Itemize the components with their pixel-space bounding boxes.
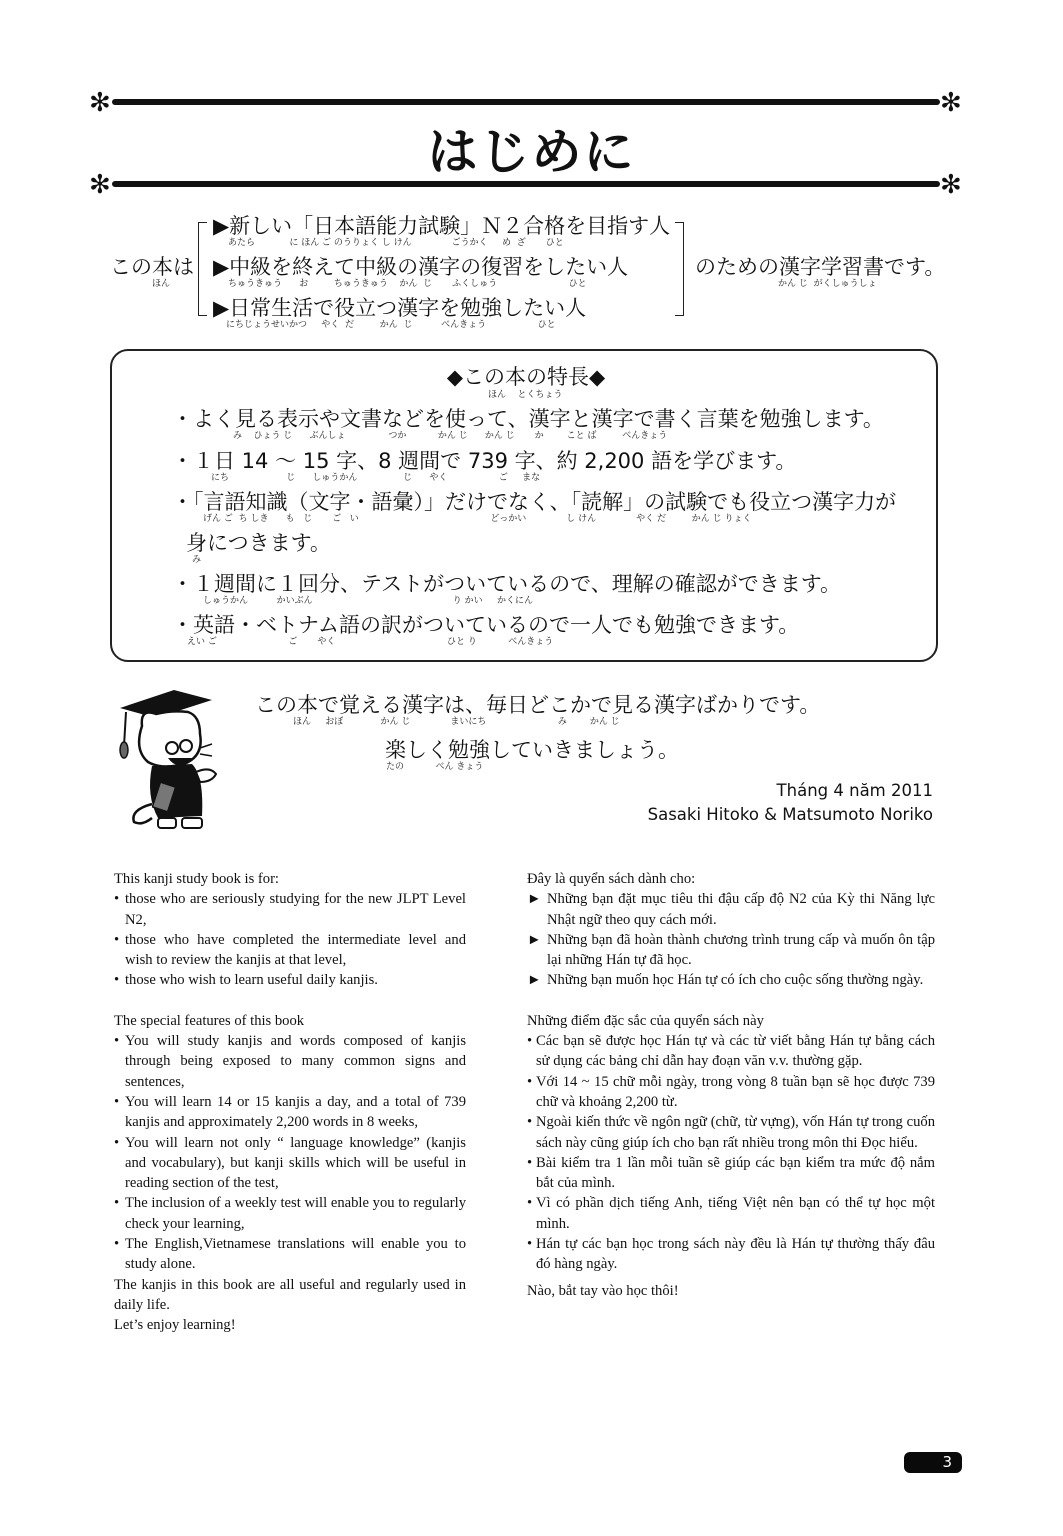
feature-item-5: ・英語・ベトナム語の訳がついているので一人でも勉強できます。 [172, 613, 800, 637]
vietnamese-feature-item: • Ngoài kiến thức về ngôn ngữ (chữ, từ vựng), vốn Hán tự trong cuốn sách này cũng giúp ích cho bạn rất nhiều trong môn thi Đọc hiểu. [527, 1114, 935, 1151]
vietnamese-feature-item: • Vì có phần dịch tiếng Anh, tiếng Việt nên bạn có thể tự học một mình. [527, 1195, 935, 1232]
bullet-icon: • [527, 1033, 533, 1050]
bullet-icon: • [527, 1195, 533, 1212]
triangle-arrow-icon: ► [527, 931, 542, 948]
features-title-ruby: ほん とくちょう [488, 390, 563, 400]
features-box [110, 349, 938, 662]
vietnamese-feature-item: • Các bạn sẽ được học Hán tự và các từ viết bằng Hán tự bằng cách sử dụng các bảng chỉ dẫn hay đoạn văn v.v. thường gặp. [527, 1033, 935, 1070]
english-closing-2: Let’s enjoy learning! [114, 1317, 236, 1334]
vietnamese-audience-item: ► Những bạn đặt mục tiêu thi đậu cấp độ N2 của Kỳ thi Năng lực Nhật ngữ theo quy cách mới. [527, 891, 935, 928]
english-audience-item: • those who are seriously studying for the new JLPT Level N2, [114, 891, 466, 928]
title-rule-top [112, 99, 940, 105]
bullet-icon: • [114, 891, 120, 908]
feature-item-5-ruby: えい ご ご やく ひと り べんきょう [187, 637, 554, 647]
closing-line-1: この本で覚える漢字は、毎日どこかで見る漢字ばかりです。 [255, 693, 821, 717]
vietnamese-audience-item: ► Những bạn đã hoàn thành chương trình trung cấp và muốn ôn tập lại những Hán tự đã học. [527, 931, 935, 969]
triangle-arrow-icon: ► [527, 972, 542, 989]
english-feature-item: • You will learn not only “ language knowledge” (kanjis and vocabulary), but kanji skills which will be useful in reading section of the test, [114, 1134, 466, 1192]
vietnamese-column [527, 869, 935, 1301]
intro-item-2: ▶中級を終えて中級の漢字の復習をしたい人 [213, 255, 629, 279]
left-bracket [198, 222, 207, 316]
feature-item-3-ruby: げん ご ち しき も じ ご い どっかい し けん やく だ かん じ りょく [203, 514, 752, 524]
title-rule-bottom [112, 181, 940, 187]
asterisk-ornament-icon: ✻ [89, 88, 111, 118]
closing-line-1-ruby: ほん おぼ かん じ まいにち み かん じ [293, 717, 620, 727]
date-line: Tháng 4 năm 2011 [776, 781, 933, 800]
intro-item-3-ruby: にちじょうせいかつ やく だ かん じ べんきょう ひと [226, 320, 556, 330]
feature-item-2: ・１日 14 ～ 15 字、8 週間で 739 字、約 2,200 語を学びます。 [172, 449, 797, 473]
english-feature-item: • You will study kanjis and words composed of kanjis through being exposed to many common signs and sentences, [114, 1033, 466, 1090]
bullet-icon: • [527, 1154, 533, 1171]
bullet-icon: • [114, 931, 120, 948]
intro-item-3: ▶日常生活で役立つ漢字を勉強したい人 [213, 296, 587, 320]
vietnamese-feature-item: • Bài kiểm tra 1 lần mỗi tuần sẽ giúp các bạn kiểm tra mức độ nắm bắt của mình. [527, 1154, 935, 1192]
bullet-icon: • [527, 1073, 533, 1090]
page-title: はじめに [427, 123, 636, 181]
english-audience-item: • those who have completed the intermediate level and wish to review the kanjis at that level, [114, 931, 466, 969]
english-column [114, 869, 466, 1336]
bullet-icon: • [527, 1114, 533, 1131]
feature-item-3-cont: 身につきます。 [186, 531, 331, 555]
english-feature-item: • You will learn 14 or 15 kanjis a day, and a total of 739 kanjis and approximately 2,200 words in 8 weeks, [114, 1093, 466, 1131]
intro-tail: のための漢字学習書です。 [695, 255, 946, 279]
vietnamese-audience-item: ► Những bạn muốn học Hán tự có ích cho cuộc sống thường ngày. [527, 970, 935, 990]
intro-lead-ruby: ほん [152, 279, 171, 289]
bullet-icon: • [114, 1134, 120, 1151]
asterisk-ornament-icon: ✻ [89, 170, 111, 200]
bullet-icon: • [527, 1236, 533, 1253]
intro-tail-ruby: かん じ がくしゅうしょ [778, 279, 877, 289]
vietnamese-feature-item: • Hán tự các bạn học trong sách này đều là Hán tự thường thấy đâu đó hàng ngày. [527, 1236, 935, 1273]
feature-item-1-ruby: み ひょう じ ぶんしょ つか かん じ かん じ か こと ば べんきょう [233, 431, 668, 441]
feature-item-2-ruby: にち じ しゅうかん じ やく ご まな [211, 473, 541, 483]
bullet-icon: • [114, 1236, 120, 1253]
bullet-icon: • [114, 1093, 120, 1110]
vietnamese-closing: Nào, bắt tay vào học thôi! [527, 1282, 679, 1299]
bullet-icon: • [114, 1033, 120, 1050]
page-number-badge: 3 [904, 1452, 962, 1473]
english-features-heading: The special features of this book [114, 1012, 305, 1029]
asterisk-ornament-icon: ✻ [940, 170, 962, 200]
intro-item-2-ruby: ちゅうきゅう お ちゅうきゅう かん じ ふくしゅう ひと [228, 279, 587, 289]
english-closing-1: The kanjis in this book are all useful and regularly used in daily life. [114, 1276, 466, 1313]
bullet-icon: • [114, 1195, 120, 1212]
graduate-cat-icon [112, 686, 222, 836]
vietnamese-feature-item: • Với 14 ~ 15 chữ mỗi ngày, trong vòng 8 tuần bạn sẽ học được 739 chữ và khoảng 2,200 từ. [527, 1073, 935, 1110]
feature-item-1: ・よく見る表示や文書などを使って、漢字と漢字で書く言葉を勉強します。 [172, 407, 884, 431]
feature-item-4: ・１週間に１回分、テストがついているので、理解の確認ができます。 [172, 572, 842, 596]
closing-line-2: 楽しく勉強していきましょう。 [385, 738, 679, 762]
asterisk-ornament-icon: ✻ [940, 88, 962, 118]
right-bracket [675, 222, 684, 316]
english-audience-item: • those who wish to learn useful daily kanjis. [114, 970, 466, 990]
intro-lead: この本は [110, 255, 194, 279]
authors-line: Sasaki Hitoko & Matsumoto Noriko [647, 805, 933, 824]
intro-item-1-ruby: あたら に ほん ご のうりょく し けん ごうかく め ざ ひと [228, 238, 564, 248]
feature-item-4-ruby: しゅうかん かいぶん り かい かくにん [203, 596, 533, 606]
features-title: ◆この本の特長◆ [446, 365, 606, 389]
english-intro: This kanji study book is for: [114, 871, 279, 887]
intro-item-1: ▶新しい「日本語能力試験」Ｎ２合格を目指す人 [213, 214, 671, 238]
mascot-illustration [112, 686, 222, 836]
vietnamese-features-heading: Những điểm đặc sắc của quyển sách này [527, 1012, 764, 1029]
english-feature-item: • The English,Vietnamese translations will enable you to study alone. [114, 1236, 466, 1273]
feature-item-3: ・「言語知識（文字・語彙）」だけでなく、「読解」の試験でも役立つ漢字力が [172, 490, 897, 514]
vietnamese-intro: Đây là quyển sách dành cho: [527, 871, 696, 887]
english-feature-item: • The inclusion of a weekly test will enable you to regularly check your learning, [114, 1195, 466, 1232]
triangle-arrow-icon: ► [527, 891, 542, 908]
bullet-icon: • [114, 972, 120, 989]
feature-item-3-cont-ruby: み [192, 555, 202, 565]
closing-line-2-ruby: たの べん きょう [386, 762, 484, 772]
